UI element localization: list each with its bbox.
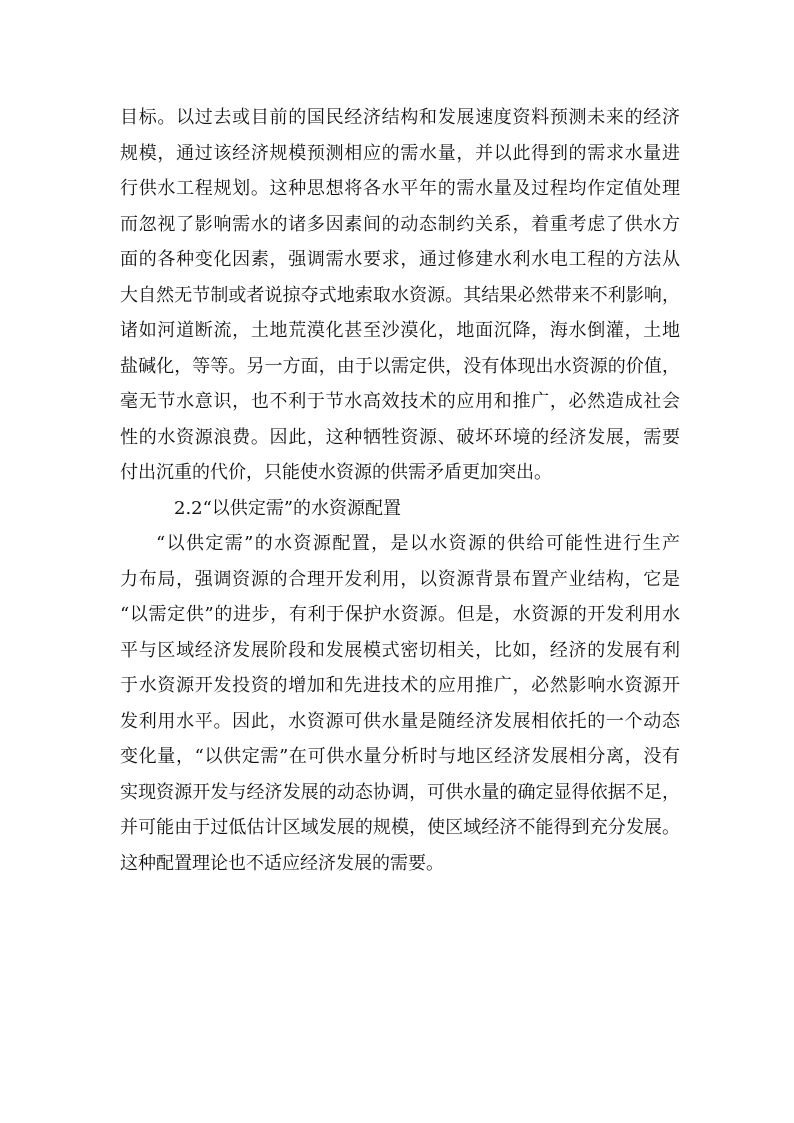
- paragraph-line: 目标。以过去或目前的国民经济结构和发展速度资料预测未来的经济: [120, 107, 680, 128]
- body-text: [120, 100, 680, 881]
- paragraph-line: 规模，通过该经济规模预测相应的需水量，并以此得到的需求水量进: [120, 142, 680, 164]
- paragraph-line: 盐碱化，等等。另一方面，由于以需定供，没有体现出水资源的价值，: [120, 355, 680, 377]
- paragraph-line: 力布局，强调资源的合理开发利用，以资源背景布置产业结构，它是: [120, 568, 680, 590]
- paragraph-line: “以需定供”的进步，有利于保护水资源。但是，水资源的开发利用水: [120, 604, 680, 625]
- paragraph-line: 实现资源开发与经济发展的动态协调，可供水量的确定显得依据不足，: [120, 781, 680, 803]
- paragraph-line: 面的各种变化因素，强调需水要求，通过修建水利水电工程的方法从: [120, 249, 680, 270]
- paragraph-line: 而忽视了影响需水的诸多因素间的动态制约关系，着重考虑了供水方: [120, 213, 680, 235]
- section-heading: 2.2“以供定需”的水资源配置: [174, 497, 402, 519]
- paragraph-line: 发利用水平。因此，水资源可供水量是随经济发展相依托的一个动态: [120, 710, 680, 732]
- paragraph-line: 于水资源开发投资的增加和先进技术的应用推广，必然影响水资源开: [120, 675, 680, 696]
- paragraph-line: 平与区域经济发展阶段和发展模式密切相关，比如，经济的发展有利: [120, 639, 680, 661]
- paragraph-line: 性的水资源浪费。因此，这种牺牲资源、破坏环境的经济发展，需要: [120, 426, 680, 448]
- paragraph-line: 这种配置理论也不适应经济发展的需要。: [120, 852, 444, 874]
- paragraph-line: 大自然无节制或者说掠夺式地索取水资源。其结果必然带来不利影响，: [120, 284, 680, 306]
- paragraph-line: “以供定需”的水资源配置，是以水资源的供给可能性进行生产: [156, 533, 680, 554]
- paragraph-line: 毫无节水意识，也不利于节水高效技术的应用和推广，必然造成社会: [120, 391, 680, 412]
- paragraph-line: 行供水工程规划。这种思想将各水平年的需水量及过程均作定值处理: [120, 178, 680, 199]
- paragraph-line: 并可能由于过低估计区域发展的规模，使区域经济不能得到充分发展。: [120, 817, 680, 838]
- paragraph-line: 付出沉重的代价，只能使水资源的供需矛盾更加突出。: [120, 462, 552, 483]
- paragraph-line: 诸如河道断流，土地荒漠化甚至沙漠化，地面沉降，海水倒灌，土地: [120, 320, 680, 341]
- paragraph-line: 变化量，“以供定需”在可供水量分析时与地区经济发展相分离，没有: [120, 746, 680, 767]
